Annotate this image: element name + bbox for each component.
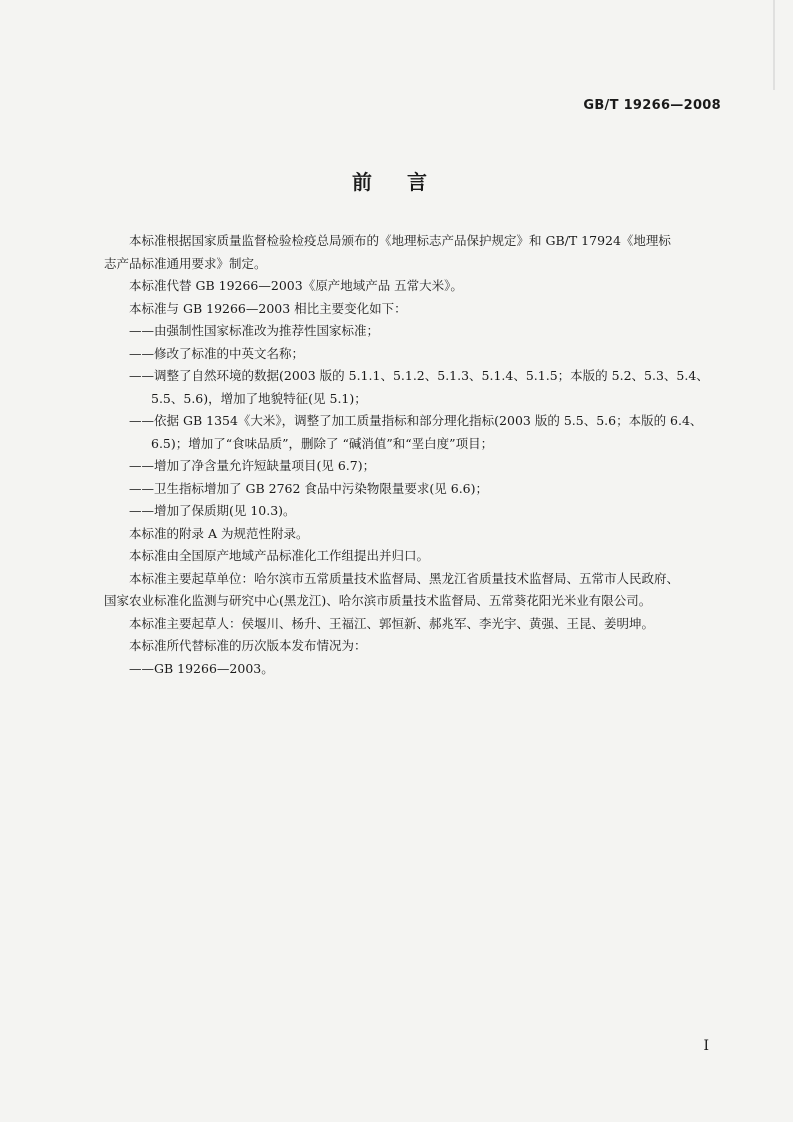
paragraph: 本标准根据国家质量监督检验检疫总局颁布的《地理标志产品保护规定》和 GB/T 17924《地理标 <box>129 233 671 248</box>
paragraph-continuation: 志产品标准通用要求》制定。 <box>104 255 267 271</box>
change-item-continuation: 5.5、5.6)，增加了地貌特征(见 5.1)； <box>151 390 367 406</box>
standard-code: GB/T 19266—2008 <box>583 98 721 113</box>
change-item: ——增加了保质期(见 10.3)。 <box>129 503 296 518</box>
paragraph: 本标准主要起草人：侯堰川、杨升、王福江、郭恒新、郝兆军、李光宇、黄强、王昆、姜明坤。 <box>129 615 655 631</box>
foreword-body <box>104 230 724 680</box>
change-item: ——依据 GB 1354《大米》，调整了加工质量指标和部分理化指标(2003 版的 5.5、5.6；本版的 6.4、 <box>129 413 703 428</box>
paragraph: 本标准所代替标准的历次版本发布情况为： <box>129 638 367 653</box>
change-item: ——调整了自然环境的数据(2003 版的 5.1.1、5.1.2、5.1.3、5.1.4、5.1.5；本版的 5.2、5.3、5.4、 <box>129 368 709 383</box>
paragraph: 本标准的附录 A 为规范性附录。 <box>129 525 309 541</box>
change-item: ——增加了净含量允许短缺量项目(见 6.7)； <box>129 458 376 473</box>
page-title: 前 言 <box>352 170 441 194</box>
change-item: ——由强制性国家标准改为推荐性国家标准； <box>129 323 380 338</box>
history-item: ——GB 19266—2003。 <box>129 660 274 676</box>
change-item: ——卫生指标增加了 GB 2762 食品中污染物限量要求(见 6.6)； <box>129 480 489 496</box>
paragraph: 本标准由全国原产地域产品标准化工作组提出并归口。 <box>129 548 430 563</box>
paragraph: 本标准与 GB 19266—2003 相比主要变化如下： <box>129 300 407 316</box>
paragraph: 本标准主要起草单位：哈尔滨市五常质量技术监督局、黑龙江省质量技术监督局、五常市人民政府、 <box>129 570 680 586</box>
change-item: ——修改了标准的中英文名称； <box>129 345 305 361</box>
paragraph: 本标准代替 GB 19266—2003《原产地域产品 五常大米》。 <box>129 278 463 293</box>
scan-edge-mark <box>773 0 775 90</box>
change-item-continuation: 6.5)；增加了“食味品质”，删除了 “碱消值”和“垩白度”项目； <box>151 435 494 451</box>
page-number: I <box>703 1038 709 1054</box>
paragraph-continuation: 国家农业标准化监测与研究中心(黑龙江)、哈尔滨市质量技术监督局、五常葵花阳光米业有限公司。 <box>104 593 652 608</box>
